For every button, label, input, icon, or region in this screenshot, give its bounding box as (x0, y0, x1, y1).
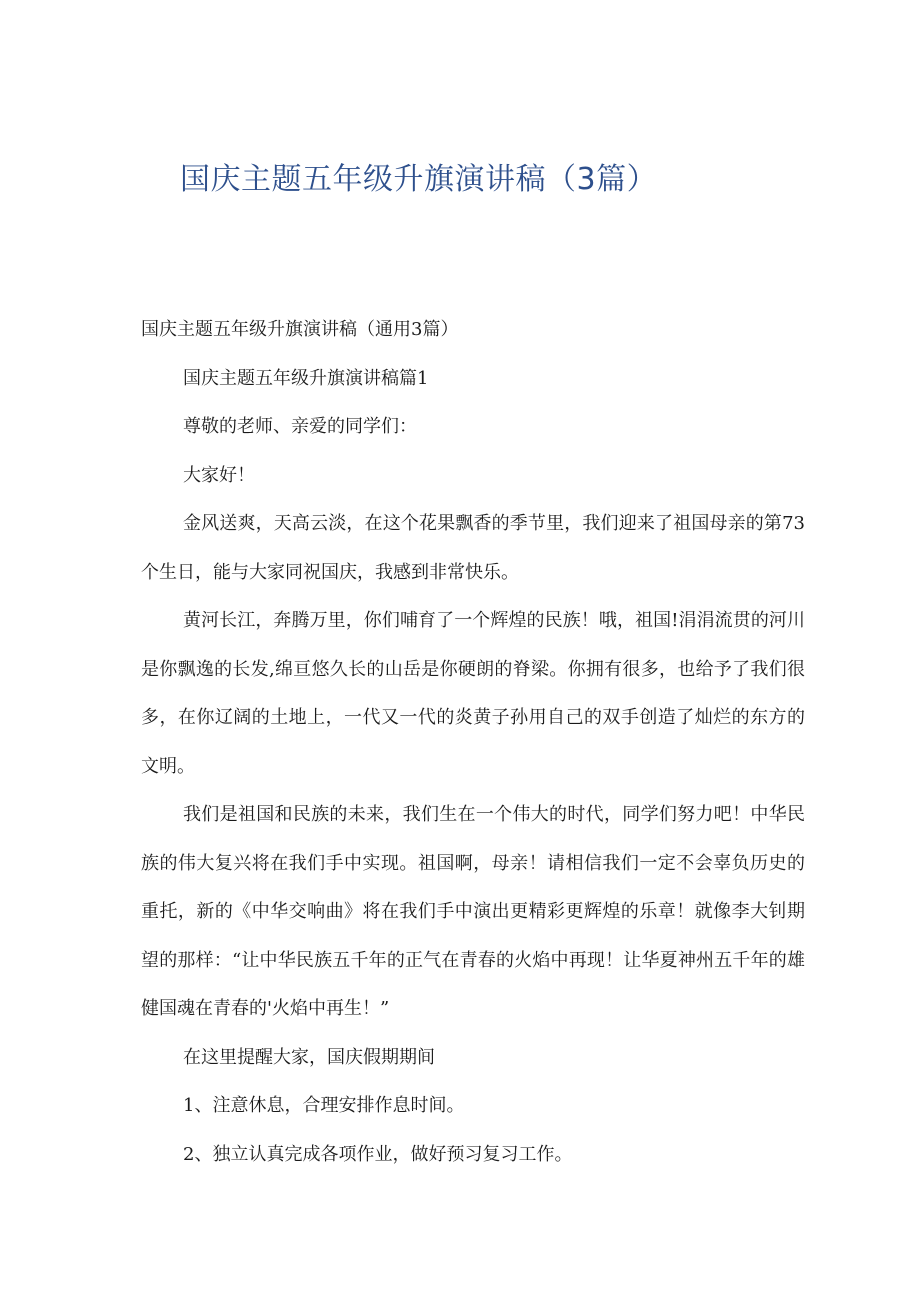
salutation: 尊敬的老师、亲爱的同学们： (183, 416, 417, 437)
document-body (141, 306, 805, 1179)
paragraph: 黄河长江，奔腾万里，你们哺育了一个辉煌的民族！哦，祖国!涓涓流贯的河川是你飘逸的长发,绵亘悠久长的山岳是你硬朗的脊梁。你拥有很多，也给予了我们很多，在你辽阔的土地上，一代又一代的炎黄子孙用自己的双手创造了灿烂的东方的文明。 (141, 610, 805, 777)
document-title: 国庆主题五年级升旗演讲稿（3篇） (180, 162, 658, 197)
list-item: 1、注意休息，合理安排作息时间。 (183, 1095, 465, 1116)
paragraph: 在这里提醒大家，国庆假期期间 (183, 1046, 435, 1068)
paragraph: 金风送爽，天高云淡，在这个花果飘香的季节里，我们迎来了祖国母亲的第73个生日，能与大家同祝国庆，我感到非常快乐。 (141, 513, 805, 583)
section-heading: 国庆主题五年级升旗演讲稿篇1 (183, 367, 429, 389)
greeting: 大家好！ (183, 464, 255, 486)
document-subtitle: 国庆主题五年级升旗演讲稿（通用3篇） (141, 319, 459, 340)
paragraph: 我们是祖国和民族的未来，我们生在一个伟大的时代，同学们努力吧！中华民族的伟大复兴将在我们手中实现。祖国啊，母亲！请相信我们一定不会辜负历史的重托，新的《中华交响曲》将在我们手中演出更精彩更辉煌的乐章！就像李大钊期望的那样：“让中华民族五千年的正气在青春的火焰中再现！让华夏神州五千年的雄健国魂在青春的'火焰中再生！” (141, 804, 805, 1019)
list-item: 2、独立认真完成各项作业，做好预习复习工作。 (183, 1143, 573, 1165)
